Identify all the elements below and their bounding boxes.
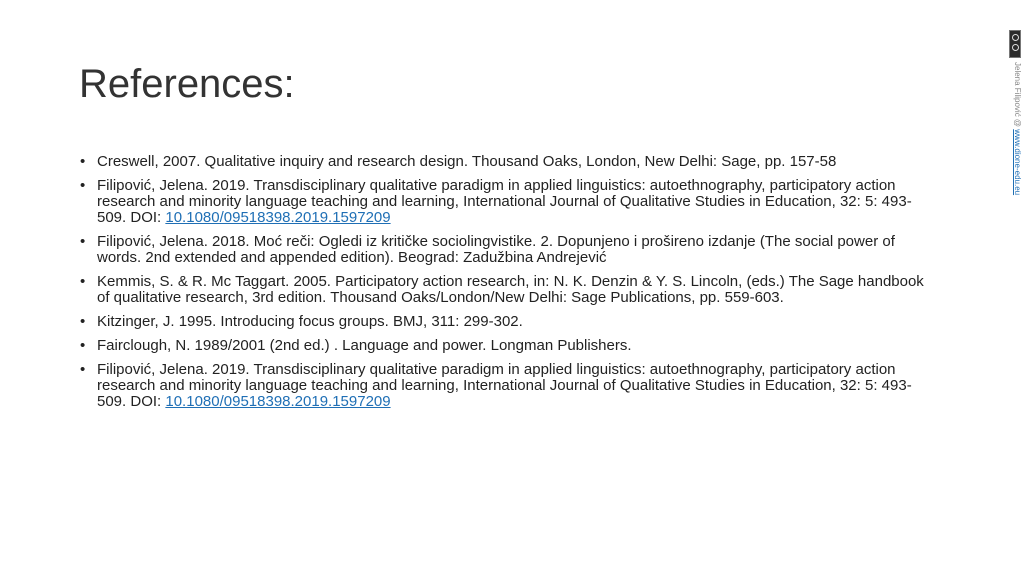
bullet-icon: • <box>80 361 86 378</box>
reference-item <box>80 338 940 354</box>
reference-item <box>80 274 940 306</box>
slide-title: References: <box>79 62 295 106</box>
side-credit-author: Jelena Filipović @ <box>1013 62 1022 130</box>
reference-item <box>80 154 940 170</box>
side-credit-link[interactable]: www.dione-edu.eu <box>1013 129 1022 196</box>
reference-text: Filipović, Jelena. 2019. Transdisciplinary qualitative paradigm in applied linguistics: autoethnography, participatory action research and minority language teaching and learning, International Journal of Qualitative Studies in Education, 32: 5: 493-509. DOI: <box>97 177 912 226</box>
doi-link[interactable]: 10.1080/09518398.2019.1597209 <box>165 209 391 226</box>
side-credit <box>1013 62 1022 195</box>
bullet-icon: • <box>80 233 86 250</box>
reference-text: Fairclough, N. 1989/2001 (2nd ed.) . Language and power. Longman Publishers. <box>97 337 632 354</box>
doi-link[interactable]: 10.1080/09518398.2019.1597209 <box>165 393 391 410</box>
bullet-icon: • <box>80 337 86 354</box>
reference-text: Kitzinger, J. 1995. Introducing focus groups. BMJ, 311: 299-302. <box>97 313 523 330</box>
cc-license-icon <box>1009 30 1021 58</box>
reference-item <box>80 362 940 410</box>
reference-item <box>80 314 940 330</box>
reference-text: Creswell, 2007. Qualitative inquiry and research design. Thousand Oaks, London, New Delhi: Sage, pp. 157-58 <box>97 153 837 170</box>
references-list <box>80 154 940 418</box>
bullet-icon: • <box>80 313 86 330</box>
bullet-icon: • <box>80 273 86 290</box>
bullet-icon: • <box>80 177 86 194</box>
reference-text: Kemmis, S. & R. Mc Taggart. 2005. Participatory action research, in: N. K. Denzin & Y. S. Lincoln, (eds.) The Sage handbook of qualitative research, 3rd edition. Thousand Oaks/London/New Delhi: Sage Publications, pp. 559-603. <box>97 273 924 306</box>
reference-item <box>80 178 940 226</box>
bullet-icon: • <box>80 153 86 170</box>
reference-text: Filipović, Jelena. 2018. Moć reči: Ogledi iz kritičke sociolingvistike. 2. Dopunjeno i prošireno izdanje (The social power of words. 2nd extended and appended edition). Beograd: Zadužbina Andrejević <box>97 233 895 266</box>
reference-text: Filipović, Jelena. 2019. Transdisciplinary qualitative paradigm in applied linguistics: autoethnography, participatory action research and minority language teaching and learning, International Journal of Qualitative Studies in Education, 32: 5: 493-509. DOI: <box>97 361 912 410</box>
reference-item <box>80 234 940 266</box>
